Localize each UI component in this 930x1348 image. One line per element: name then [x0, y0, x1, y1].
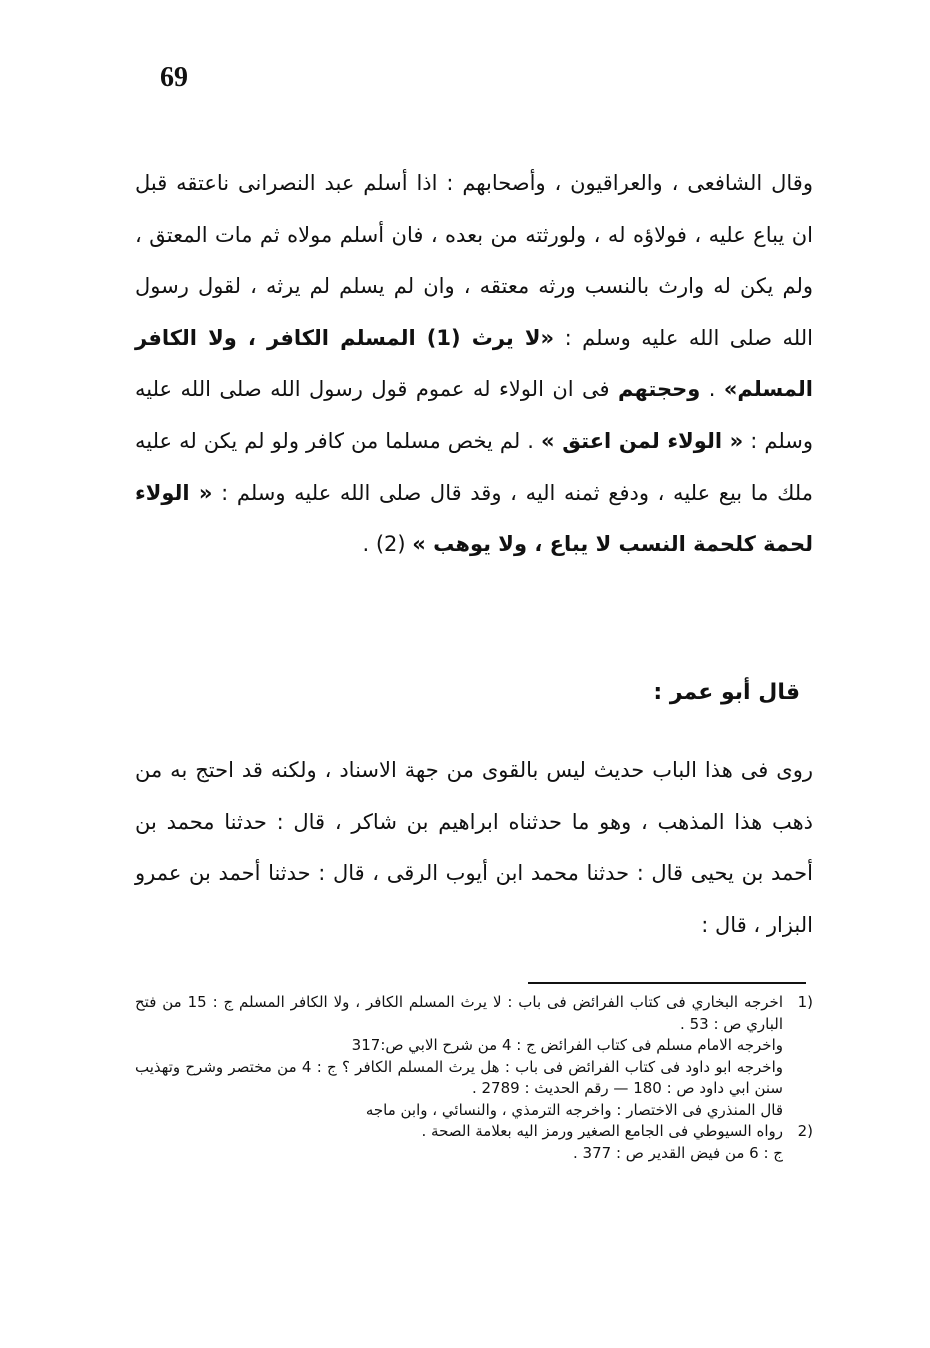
hadith-quote-3: « الولاء لحمة كلحمة النسب لا يباع ، ولا يوهب »	[135, 480, 813, 557]
paragraph-1	[135, 158, 813, 571]
footnote-line: رواه السيوطي فى الجامع الصغير ورمز اليه بعلامة الصحة .	[421, 1122, 783, 1140]
footnotes	[135, 992, 813, 1164]
footnote-body	[135, 992, 783, 1121]
page-number: 69	[160, 62, 188, 93]
paragraph-1-text-d: . لم يخص مسلما من كافر ولو لم يكن له عليه ملك ما بيع عليه ، ودفع ثمنه اليه ، وقد قال صلى الله عليه وسلم :	[135, 428, 813, 505]
paragraph-1-text-c: فى ان الولاء له عموم قول رسول الله صلى الله عليه وسلم :	[135, 377, 814, 453]
footnote-line: اخرجه البخاري فى كتاب الفرائض فى باب : لا يرث المسلم الكافر ، ولا الكافر المسلم ج : 15 من فتح الباري ص : 53 .	[135, 993, 783, 1033]
paragraph-1-text-b: .	[700, 377, 724, 402]
argument-word: وحجتهم	[618, 377, 701, 402]
footnote-line: ج : 6 من فيض القدير ص : 377 .	[573, 1143, 783, 1162]
footnote-divider	[528, 982, 806, 984]
hadith-quote-2: « الولاء لمن اعتق »	[540, 428, 744, 453]
section-heading: قال أبو عمر :	[653, 680, 800, 705]
footnote-line: واخرجه ابو داود فى كتاب الفرائض فى باب : هل يرث المسلم الكافر ؟ ج : 4 من مختصر وشرح وتهذيب سنن ابي داود ص : 180 — رقم الحديث : 2789 .	[135, 1057, 783, 1097]
footnote-number: 1)	[797, 993, 813, 1011]
footnote-line: قال المنذري فى الاختصار : واخرجه الترمذي ، والنسائي ، وابن ماجه	[365, 1100, 783, 1119]
hadith-quote-1: «لا يرث (1) المسلم الكافر ، ولا الكافر المسلم»	[135, 325, 813, 402]
paragraph-1-text-e: (2) .	[362, 532, 413, 557]
footnote-2	[135, 1121, 813, 1164]
paragraph-1-text-a: وقال الشافعى ، والعراقيون ، وأصحابهم : اذا أسلم عبد النصرانى ناعتقه قبل ان يباع عليه ، فولاؤه له ، ولورثته من بعده ، فان أسلم مولاه ثم مات المعتق ، ولم يكن له وارث بالنسب ورثه معتقه ، وان لم يسلم لم يرثه ، لقول رسول الله صلى الله عليه وسلم :	[135, 171, 813, 350]
footnote-body	[135, 1121, 783, 1164]
footnote-line: واخرجه الامام مسلم فى كتاب الفرائض ج : 4 من شرح الابي ص:317	[351, 1036, 783, 1054]
paragraph-2: روى فى هذا الباب حديث ليس بالقوى من جهة الاسناد ، ولكنه قد احتج به من ذهب هذا المذهب ، وهو ما حدثناه ابراهيم بن شاكر ، قال : حدثنا محمد بن أحمد بن يحيى قال : حدثنا محمد ابن أيوب الرقى ، قال : حدثنا أحمد بن عمرو البزار ، قال :	[135, 758, 813, 937]
footnote-1	[135, 992, 813, 1121]
footnote-number: 2)	[797, 1122, 813, 1140]
